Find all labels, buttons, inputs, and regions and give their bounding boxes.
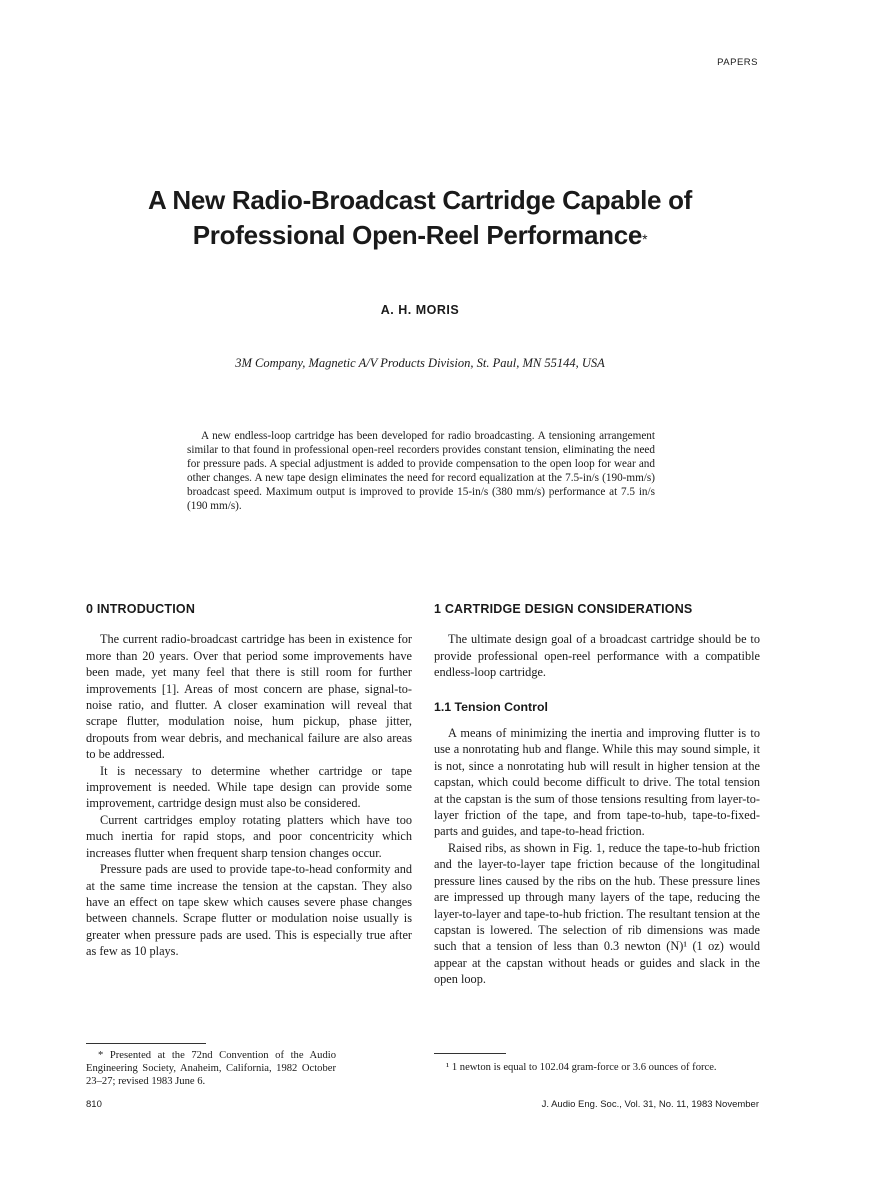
footnote-rule-left <box>86 1043 206 1044</box>
design-paragraph: The ultimate design goal of a broadcast cartridge should be to provide professional open-reel performance with a compatible endless-loop cartridge. <box>434 632 760 680</box>
tension-paragraph: A means of minimizing the inertia and improving flutter is to use a nonrotating hub and flange. While this may sound simple, it is not, since a nonrotating hub will result in higher tension at the capstan, which could become difficult to drive. The total tension at the capstan is the sum of those tensions resulting from layer-to-layer friction of the tape, and from tape-to-hub, tape-to-fixed-parts and guides, and tape-to-head friction. <box>434 726 760 839</box>
footnote-rule-right <box>434 1053 506 1054</box>
intro-paragraph: The current radio-broadcast cartridge has been in existence for more than 20 years. Over that period some improvements have been made, yet many feel that there is still room for further improvements [1]. Areas of most concern are phase, signal-to-noise ratio, and flutter. A closer examination will reveal that scrape flutter, modulation noise, hum pickup, phase jitter, dropouts from wear debris, and mechanical failure are also areas to be addressed. <box>86 632 412 762</box>
paper-title <box>0 183 840 253</box>
title-footnote-marker: * <box>642 231 648 247</box>
footnote-newton: ¹ 1 newton is equal to 102.04 gram-force or 3.6 ounces of force. <box>446 1062 717 1073</box>
abstract: A new endless-loop cartridge has been developed for radio broadcasting. A tensioning arrangement similar to that found in professional open-reel recorders provides constant tension, eliminating the need for pressure pads. A special adjustment is added to provide compensation to the open loop for wear and other changes. A new tape design eliminates the need for record equalization at the 7.5-in/s (190-mm/s) broadcast speed. Maximum output is improved to provide 15-in/s (380 mm/s) performance at 7.5 in/s (190 mm/s). <box>187 430 655 512</box>
column-left <box>86 601 412 960</box>
intro-paragraph: Pressure pads are used to provide tape-to-head conformity and at the same time increase the tension at the capstan. They also have an effect on tape skew which causes severe phase changes between channels. Scrape flutter or modulation noise usually is greater when pressure pads are used. This is especially true after as few as 10 plays. <box>86 862 412 959</box>
column-right <box>434 601 760 988</box>
title-line-2-text: Professional Open-Reel Performance <box>192 220 643 250</box>
title-line-1: A New Radio-Broadcast Cartridge Capable of <box>147 185 693 215</box>
affiliation: 3M Company, Magnetic A/V Products Division, St. Paul, MN 55144, USA <box>235 356 605 370</box>
section-heading-design: 1 CARTRIDGE DESIGN CONSIDERATIONS <box>434 602 693 616</box>
page-number: 810 <box>86 1099 102 1110</box>
subsection-heading-tension-control: 1.1 Tension Control <box>434 699 548 714</box>
title-line-2 <box>0 218 840 253</box>
journal-reference: J. Audio Eng. Soc., Vol. 31, No. 11, 1983 November <box>541 1099 759 1110</box>
author: A. H. MORIS <box>380 303 460 317</box>
tension-paragraph: Raised ribs, as shown in Fig. 1, reduce the tape-to-hub friction and the layer-to-layer tape friction because of the longitudinal pressure lines caused by the ribs on the hub. These pressure lines are impressed up through many layers of the tape, reducing the layer-to-layer and tape-to-hub friction. The resultant tension at the capstan is lowered. The selection of rib dimensions was made such that a tension of less than 0.3 newton (N)¹ (1 oz) would appear at the capstan without heads or guides and slack in the open loop. <box>434 840 760 987</box>
intro-paragraph: It is necessary to determine whether cartridge or tape improvement is needed. While tape design can provide some improvement, cartridge design must also be considered. <box>86 763 412 811</box>
running-head: PAPERS <box>717 57 758 68</box>
footnote-presentation: * Presented at the 72nd Convention of the Audio Engineering Society, Anaheim, California, 1982 October 23–27; revised 1983 June 6. <box>86 1050 336 1087</box>
intro-paragraph: Current cartridges employ rotating platters which have too much inertia for rapid stops, and poor concentricity which increases flutter when frequent sharp tension changes occur. <box>86 812 412 860</box>
section-heading-introduction: 0 INTRODUCTION <box>86 602 196 616</box>
